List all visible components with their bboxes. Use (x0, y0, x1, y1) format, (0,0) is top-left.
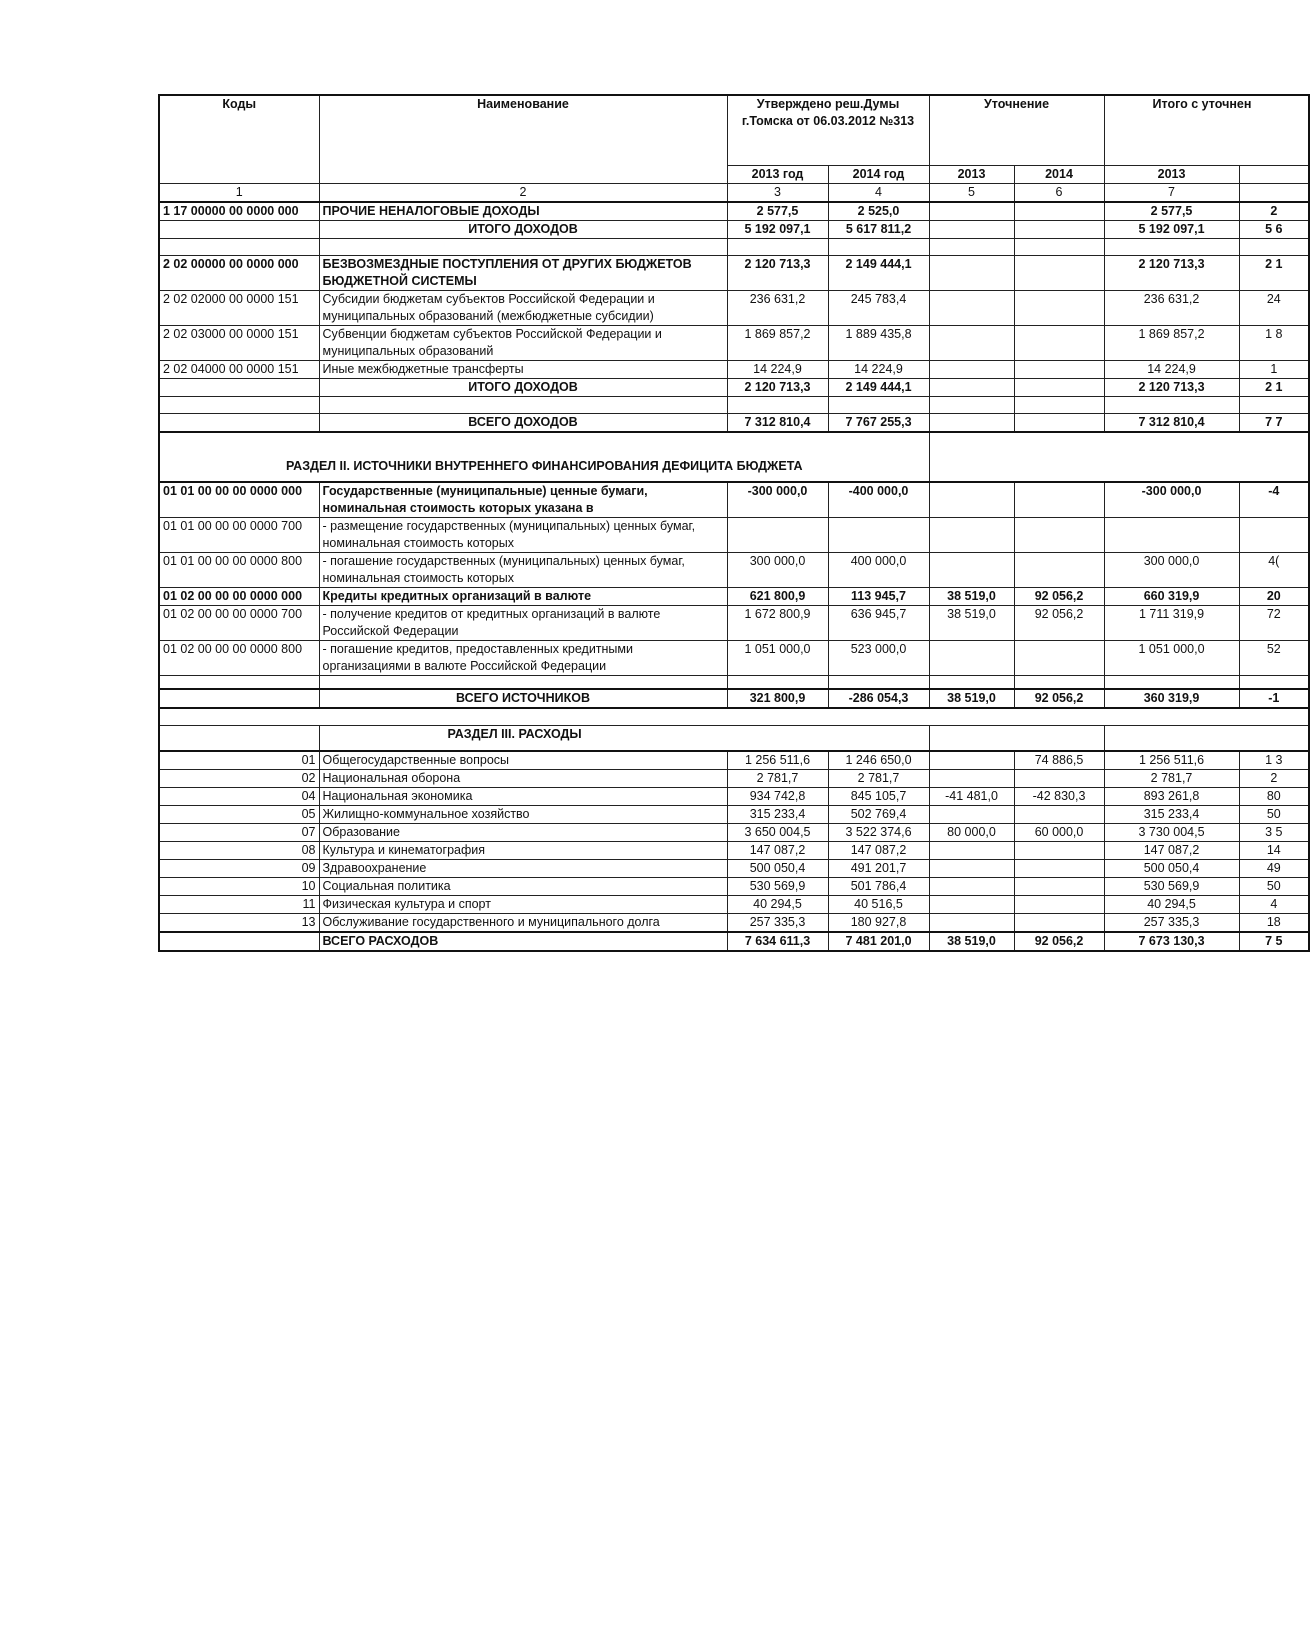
cell-approved-2014: 5 617 811,2 (828, 220, 929, 238)
cell-approved-2014: 502 769,4 (828, 806, 929, 824)
cell-approved-2013: 1 672 800,9 (727, 605, 828, 640)
table-row (159, 878, 1309, 896)
cell-approved-2013: 7 312 810,4 (727, 413, 828, 432)
cell-total-2013: 360 319,9 (1104, 689, 1239, 708)
table-row (159, 517, 1309, 552)
cell-clar-2013 (929, 914, 1014, 933)
cell-approved-2014: 113 945,7 (828, 587, 929, 605)
cell-approved-2014: -286 054,3 (828, 689, 929, 708)
cell-total-2013: 40 294,5 (1104, 896, 1239, 914)
table-row (159, 860, 1309, 878)
cell-approved-2013: 40 294,5 (727, 896, 828, 914)
table-row (159, 640, 1309, 675)
cell-approved-2014: 2 525,0 (828, 202, 929, 221)
cell-clar-2013 (929, 220, 1014, 238)
table-row (159, 788, 1309, 806)
table-row (159, 770, 1309, 788)
cell-clar-2014 (1014, 640, 1104, 675)
cell-total-2014: 50 (1239, 878, 1309, 896)
section-title-row (159, 432, 1309, 482)
row-code: 01 02 00 00 00 0000 700 (159, 605, 319, 640)
cell-total-2014: 2 1 (1239, 255, 1309, 290)
cell-total-2013: 893 261,8 (1104, 788, 1239, 806)
cell-total-2013: -300 000,0 (1104, 482, 1239, 518)
row-name: Государственные (муниципальные) ценные бумаги, номинальная стоимость которых указана в (319, 482, 727, 518)
cell-total-2013: 315 233,4 (1104, 806, 1239, 824)
cell-approved-2014: 2 781,7 (828, 770, 929, 788)
cell-approved-2013: 147 087,2 (727, 842, 828, 860)
cell-clar-2013 (929, 806, 1014, 824)
row-code: 01 (159, 751, 319, 770)
cell-total-2013: 7 673 130,3 (1104, 932, 1239, 951)
total-expenses-row (159, 932, 1309, 951)
cell-clar-2014 (1014, 378, 1104, 396)
cell-clar-2013 (929, 360, 1014, 378)
cell-approved-2013: 1 256 511,6 (727, 751, 828, 770)
cell-clar-2014 (1014, 517, 1104, 552)
cell-clar-2013 (929, 325, 1014, 360)
cell-clar-2013 (929, 751, 1014, 770)
cell-approved-2013: 2 120 713,3 (727, 255, 828, 290)
cell-total-2014: 24 (1239, 290, 1309, 325)
cell-approved-2014: 245 783,4 (828, 290, 929, 325)
cell-total-2013: 300 000,0 (1104, 552, 1239, 587)
cell-approved-2013 (727, 517, 828, 552)
cell-total-2014 (1239, 517, 1309, 552)
column-number: 1 (159, 183, 319, 202)
cell-total-2013: 1 711 319,9 (1104, 605, 1239, 640)
cell-total-2014: 1 8 (1239, 325, 1309, 360)
cell-clar-2013 (929, 517, 1014, 552)
cell-approved-2013: 1 869 857,2 (727, 325, 828, 360)
cell-total-2013: 660 319,9 (1104, 587, 1239, 605)
cell-approved-2014: 491 201,7 (828, 860, 929, 878)
row-code: 04 (159, 788, 319, 806)
cell-approved-2013: 236 631,2 (727, 290, 828, 325)
cell-clar-2013: 38 519,0 (929, 605, 1014, 640)
row-code: 08 (159, 842, 319, 860)
cell-approved-2014: 845 105,7 (828, 788, 929, 806)
row-code: 2 02 03000 00 0000 151 (159, 325, 319, 360)
section-2-title: РАЗДЕЛ II. ИСТОЧНИКИ ВНУТРЕННЕГО ФИНАНСИРОВАНИЯ ДЕФИЦИТА БЮДЖЕТА (159, 432, 929, 482)
table-row (159, 360, 1309, 378)
cell-total-2014: 1 3 (1239, 751, 1309, 770)
cell-clar-2013: 38 519,0 (929, 689, 1014, 708)
column-number: 4 (828, 183, 929, 202)
row-code: 2 02 02000 00 0000 151 (159, 290, 319, 325)
cell-approved-2013: 315 233,4 (727, 806, 828, 824)
cell-approved-2013: 1 051 000,0 (727, 640, 828, 675)
table-row (159, 482, 1309, 518)
row-name: - получение кредитов от кредитных организаций в валюте Российской Федерации (319, 605, 727, 640)
cell-clar-2014: 92 056,2 (1014, 689, 1104, 708)
row-code: 13 (159, 914, 319, 933)
cell-clar-2013 (929, 770, 1014, 788)
cell-clar-2014 (1014, 770, 1104, 788)
cell-approved-2013: 2 120 713,3 (727, 378, 828, 396)
cell-total-2013: 236 631,2 (1104, 290, 1239, 325)
column-numbers-row (159, 183, 1309, 202)
section-title-row (159, 725, 1309, 751)
cell-total-2014: 2 (1239, 202, 1309, 221)
table-row (159, 751, 1309, 770)
cell-approved-2014: 7 481 201,0 (828, 932, 929, 951)
header-year-2014-total (1239, 165, 1309, 183)
cell-total-2013: 1 256 511,6 (1104, 751, 1239, 770)
row-name: ВСЕГО ДОХОДОВ (319, 413, 727, 432)
cell-total-2014: 52 (1239, 640, 1309, 675)
row-code: 09 (159, 860, 319, 878)
cell-clar-2013: 38 519,0 (929, 932, 1014, 951)
table-row (159, 587, 1309, 605)
budget-sheet (158, 94, 1283, 1090)
column-number: 7 (1104, 183, 1239, 202)
row-code: 02 (159, 770, 319, 788)
row-name: Субвенции бюджетам субъектов Российской Федерации и муниципальных образований (319, 325, 727, 360)
row-name: ИТОГО ДОХОДОВ (319, 220, 727, 238)
cell-total-2014: 2 1 (1239, 378, 1309, 396)
header-clarification: Уточнение (929, 95, 1104, 165)
cell-total-2013: 14 224,9 (1104, 360, 1239, 378)
cell-total-2013: 3 730 004,5 (1104, 824, 1239, 842)
cell-approved-2014: 180 927,8 (828, 914, 929, 933)
cell-approved-2014: 40 516,5 (828, 896, 929, 914)
row-code: 05 (159, 806, 319, 824)
cell-clar-2014 (1014, 290, 1104, 325)
cell-approved-2013: 2 577,5 (727, 202, 828, 221)
cell-approved-2013: 621 800,9 (727, 587, 828, 605)
cell-total-2014: 50 (1239, 806, 1309, 824)
cell-total-2014: 4( (1239, 552, 1309, 587)
cell-approved-2013: 14 224,9 (727, 360, 828, 378)
header-year-2013-total: 2013 (1104, 165, 1239, 183)
table-row (159, 914, 1309, 933)
cell-clar-2013 (929, 552, 1014, 587)
cell-clar-2014 (1014, 220, 1104, 238)
total-income-row (159, 413, 1309, 432)
cell-clar-2014 (1014, 360, 1104, 378)
table-row (159, 896, 1309, 914)
column-number: 3 (727, 183, 828, 202)
row-code (159, 378, 319, 396)
cell-total-2014: 80 (1239, 788, 1309, 806)
cell-total-2014: -1 (1239, 689, 1309, 708)
cell-approved-2014: 2 149 444,1 (828, 378, 929, 396)
row-name: Иные межбюджетные трансферты (319, 360, 727, 378)
column-number (1239, 183, 1309, 202)
table-row (159, 325, 1309, 360)
header-codes: Коды (159, 95, 319, 183)
row-code: 01 01 00 00 00 0000 700 (159, 517, 319, 552)
row-code: 2 02 04000 00 0000 151 (159, 360, 319, 378)
cell-total-2014: -4 (1239, 482, 1309, 518)
row-name: - погашение государственных (муниципальных) ценных бумаг, номинальная стоимость которых (319, 552, 727, 587)
cell-approved-2013: 321 800,9 (727, 689, 828, 708)
table-row (159, 378, 1309, 396)
table-row (159, 220, 1309, 238)
cell-approved-2014: 636 945,7 (828, 605, 929, 640)
cell-clar-2014: 92 056,2 (1014, 587, 1104, 605)
row-name: - погашение кредитов, предоставленных кредитными организациями в валюте Российской Федерации (319, 640, 727, 675)
row-code: 10 (159, 878, 319, 896)
table-row (159, 605, 1309, 640)
cell-total-2014: 5 6 (1239, 220, 1309, 238)
section-3-title: РАЗДЕЛ III. РАСХОДЫ (319, 725, 929, 751)
header-year-2014-approved: 2014 год (828, 165, 929, 183)
total-sources-row (159, 689, 1309, 708)
spacer-row (159, 238, 1309, 255)
cell-approved-2013: 257 335,3 (727, 914, 828, 933)
cell-approved-2014: 147 087,2 (828, 842, 929, 860)
row-name: Национальная оборона (319, 770, 727, 788)
row-code: 07 (159, 824, 319, 842)
row-name: Культура и кинематография (319, 842, 727, 860)
column-number: 2 (319, 183, 727, 202)
cell-clar-2014: 92 056,2 (1014, 605, 1104, 640)
header-year-2013-clar: 2013 (929, 165, 1014, 183)
cell-clar-2013 (929, 842, 1014, 860)
cell-total-2014: 4 (1239, 896, 1309, 914)
table-row (159, 806, 1309, 824)
row-code: 01 02 00 00 00 0000 800 (159, 640, 319, 675)
cell-approved-2014: 3 522 374,6 (828, 824, 929, 842)
cell-clar-2013 (929, 860, 1014, 878)
row-name: Здравоохранение (319, 860, 727, 878)
cell-approved-2013: 934 742,8 (727, 788, 828, 806)
cell-clar-2013 (929, 290, 1014, 325)
header-year-2013-approved: 2013 год (727, 165, 828, 183)
cell-total-2014: 1 (1239, 360, 1309, 378)
cell-approved-2013: 3 650 004,5 (727, 824, 828, 842)
cell-approved-2013: 7 634 611,3 (727, 932, 828, 951)
cell-total-2013: 1 869 857,2 (1104, 325, 1239, 360)
cell-clar-2014 (1014, 878, 1104, 896)
row-code: 01 01 00 00 00 0000 000 (159, 482, 319, 518)
row-name: Социальная политика (319, 878, 727, 896)
row-code (159, 220, 319, 238)
cell-clar-2013: 38 519,0 (929, 587, 1014, 605)
cell-total-2014: 72 (1239, 605, 1309, 640)
table-row (159, 290, 1309, 325)
row-code: 1 17 00000 00 0000 000 (159, 202, 319, 221)
cell-total-2013: 2 577,5 (1104, 202, 1239, 221)
cell-approved-2014: 523 000,0 (828, 640, 929, 675)
row-name: БЕЗВОЗМЕЗДНЫЕ ПОСТУПЛЕНИЯ ОТ ДРУГИХ БЮДЖЕТОВ БЮДЖЕТНОЙ СИСТЕМЫ (319, 255, 727, 290)
cell-clar-2013 (929, 896, 1014, 914)
cell-total-2013: 500 050,4 (1104, 860, 1239, 878)
cell-total-2014: 20 (1239, 587, 1309, 605)
row-name: ВСЕГО ИСТОЧНИКОВ (319, 689, 727, 708)
spacer-row (159, 396, 1309, 413)
cell-clar-2013: -41 481,0 (929, 788, 1014, 806)
header-row (159, 95, 1309, 165)
cell-approved-2013: 5 192 097,1 (727, 220, 828, 238)
cell-clar-2013 (929, 482, 1014, 518)
header-name: Наименование (319, 95, 727, 183)
cell-total-2013 (1104, 517, 1239, 552)
table-row (159, 255, 1309, 290)
cell-total-2014: 18 (1239, 914, 1309, 933)
spacer-row (159, 708, 1309, 725)
row-name: Обслуживание государственного и муниципального долга (319, 914, 727, 933)
cell-total-2013: 1 051 000,0 (1104, 640, 1239, 675)
row-name: Субсидии бюджетам субъектов Российской Федерации и муниципальных образований (межбюджетные субсидии) (319, 290, 727, 325)
cell-clar-2014: 92 056,2 (1014, 932, 1104, 951)
table-row (159, 842, 1309, 860)
row-code: 01 01 00 00 00 0000 800 (159, 552, 319, 587)
cell-approved-2013: 530 569,9 (727, 878, 828, 896)
row-name: Жилищно-коммунальное хозяйство (319, 806, 727, 824)
cell-total-2013: 2 120 713,3 (1104, 378, 1239, 396)
row-name: ВСЕГО РАСХОДОВ (319, 932, 727, 951)
cell-total-2013: 147 087,2 (1104, 842, 1239, 860)
table-row (159, 202, 1309, 221)
cell-approved-2014: -400 000,0 (828, 482, 929, 518)
cell-approved-2013: 2 781,7 (727, 770, 828, 788)
cell-approved-2013: 500 050,4 (727, 860, 828, 878)
cell-total-2014: 49 (1239, 860, 1309, 878)
cell-clar-2014 (1014, 914, 1104, 933)
cell-clar-2013 (929, 378, 1014, 396)
row-name: ИТОГО ДОХОДОВ (319, 378, 727, 396)
row-name: - размещение государственных (муниципальных) ценных бумаг, номинальная стоимость которых (319, 517, 727, 552)
cell-clar-2014 (1014, 255, 1104, 290)
cell-approved-2014: 501 786,4 (828, 878, 929, 896)
cell-total-2013: 7 312 810,4 (1104, 413, 1239, 432)
cell-clar-2014 (1014, 806, 1104, 824)
cell-clar-2014 (1014, 860, 1104, 878)
cell-total-2013: 2 120 713,3 (1104, 255, 1239, 290)
row-code: 01 02 00 00 00 0000 000 (159, 587, 319, 605)
cell-clar-2014 (1014, 325, 1104, 360)
cell-approved-2014: 7 767 255,3 (828, 413, 929, 432)
row-code: 11 (159, 896, 319, 914)
cell-approved-2014: 1 246 650,0 (828, 751, 929, 770)
cell-clar-2014 (1014, 552, 1104, 587)
cell-total-2014: 3 5 (1239, 824, 1309, 842)
cell-clar-2013 (929, 878, 1014, 896)
cell-total-2013: 530 569,9 (1104, 878, 1239, 896)
cell-approved-2013: -300 000,0 (727, 482, 828, 518)
cell-clar-2014: 60 000,0 (1014, 824, 1104, 842)
cell-approved-2014: 1 889 435,8 (828, 325, 929, 360)
cell-approved-2014: 400 000,0 (828, 552, 929, 587)
cell-approved-2014 (828, 517, 929, 552)
header-total-with-clarification: Итого с уточнен (1104, 95, 1309, 165)
spacer-row (159, 675, 1309, 689)
cell-total-2013: 257 335,3 (1104, 914, 1239, 933)
column-number: 5 (929, 183, 1014, 202)
header-year-2014-clar: 2014 (1014, 165, 1104, 183)
cell-clar-2014: 74 886,5 (1014, 751, 1104, 770)
cell-approved-2014: 2 149 444,1 (828, 255, 929, 290)
cell-total-2013: 2 781,7 (1104, 770, 1239, 788)
cell-total-2014: 14 (1239, 842, 1309, 860)
cell-clar-2014: -42 830,3 (1014, 788, 1104, 806)
cell-clar-2014 (1014, 842, 1104, 860)
cell-approved-2014: 14 224,9 (828, 360, 929, 378)
table-row (159, 552, 1309, 587)
row-code: 2 02 00000 00 0000 000 (159, 255, 319, 290)
row-name: Кредиты кредитных организаций в валюте (319, 587, 727, 605)
budget-table (158, 94, 1310, 952)
header-approved: Утверждено реш.Думы г.Томска от 06.03.2012 №313 (727, 95, 929, 165)
cell-clar-2013 (929, 640, 1014, 675)
cell-total-2014: 7 5 (1239, 932, 1309, 951)
cell-clar-2014 (1014, 896, 1104, 914)
cell-clar-2014 (1014, 202, 1104, 221)
cell-clar-2013 (929, 255, 1014, 290)
cell-total-2014: 7 7 (1239, 413, 1309, 432)
cell-approved-2013: 300 000,0 (727, 552, 828, 587)
row-name: Национальная экономика (319, 788, 727, 806)
cell-total-2014: 2 (1239, 770, 1309, 788)
row-name: Физическая культура и спорт (319, 896, 727, 914)
row-name: Образование (319, 824, 727, 842)
row-name: ПРОЧИЕ НЕНАЛОГОВЫЕ ДОХОДЫ (319, 202, 727, 221)
cell-clar-2013: 80 000,0 (929, 824, 1014, 842)
table-row (159, 824, 1309, 842)
cell-clar-2014 (1014, 482, 1104, 518)
row-name: Общегосударственные вопросы (319, 751, 727, 770)
cell-total-2013: 5 192 097,1 (1104, 220, 1239, 238)
column-number: 6 (1014, 183, 1104, 202)
cell-clar-2013 (929, 202, 1014, 221)
